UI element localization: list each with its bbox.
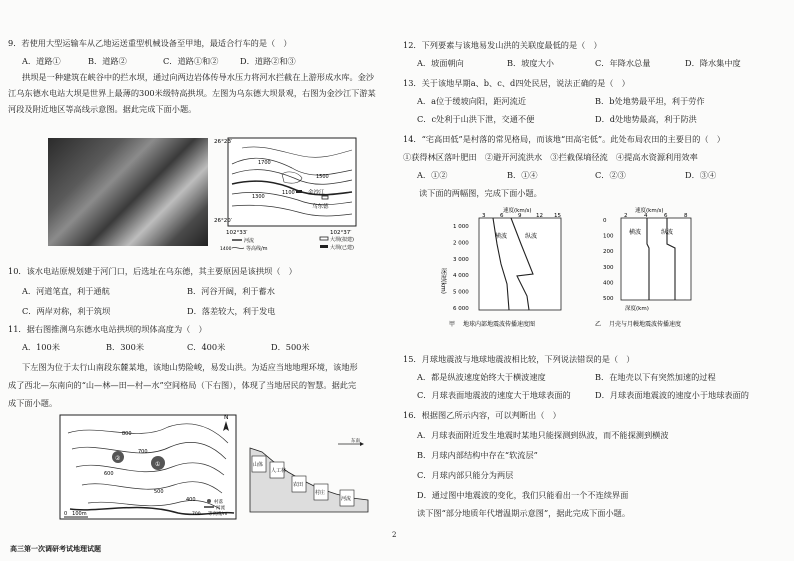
profile-label-river: 河流 xyxy=(341,496,352,502)
closing-instruction: 读下图“部分地质年代增温期示意图”，据此完成下面小题。 xyxy=(417,508,631,518)
passage1-line1: 拱坝是一种建筑在峡谷中的拦水坝，通过向两边岩体传导水压力将河水拦截在上游形成水库。金沙 xyxy=(22,72,375,82)
chart-b-x-tick: 2 xyxy=(624,213,628,219)
q14-option-d: D．③④ xyxy=(685,170,717,180)
chart-a-x-tick: 15 xyxy=(554,213,561,219)
q10-option-d: D．落差较大，利于发电 xyxy=(187,306,276,316)
map1-lon-left: 102°33′ xyxy=(226,230,248,236)
map1-contour-label: 1700 xyxy=(258,160,271,166)
chart-b-y-tick: 500 xyxy=(603,296,614,302)
q12-option-c: C．年降水总量 xyxy=(595,58,651,68)
chart-a-x-tick: 3 xyxy=(482,213,486,219)
chart-b-axis-title: 速度(km/s) xyxy=(635,208,664,214)
left-column xyxy=(0,0,395,561)
map2-contour-label: 400 xyxy=(186,497,196,503)
q12-option-a: A．坡面朝向 xyxy=(417,58,464,68)
question-12-stem: 12．下列要素与该地易发山洪的关联度最低的是（ ） xyxy=(403,40,602,50)
map2-contour-label: 600 xyxy=(104,471,114,477)
q10-option-c: C．两岸对称，利于筑坝 xyxy=(22,306,111,316)
map1-contour-label: 1300 xyxy=(252,194,265,200)
q11-option-a: A．100米 xyxy=(22,342,60,352)
chart-a-y-tick: 1 000 xyxy=(453,224,469,230)
chart-b-x-tick: 4 xyxy=(644,213,648,219)
chart-a-y-tick: 3 000 xyxy=(453,256,469,263)
passage2-line3: 成下面小题。 xyxy=(8,398,58,408)
q10-option-a: A．河道笔直，利于通航 xyxy=(22,286,110,296)
q13-option-b: B．b处地势最平坦，利于劳作 xyxy=(595,96,705,106)
chart-a-x-tick: 6 xyxy=(500,213,504,219)
chart-a-depth-label: 深度(km) xyxy=(439,268,447,295)
question-9-stem: 9．若使用大型运输车从乙地运送重型机械设备至甲地，最适合行车的是（ ） xyxy=(8,38,292,48)
q14-option-b: B．①④ xyxy=(507,170,538,180)
chart-a-y-tick: 4 000 xyxy=(453,273,469,280)
chart-a-x-tick: 9 xyxy=(518,213,522,219)
q14-option-c: C．②③ xyxy=(595,170,626,180)
q12-option-b: B．坡度大小 xyxy=(507,58,554,68)
map1-legend-dam-planned: 大坝(拟建) xyxy=(330,237,354,243)
chart-b-y-tick: 0 xyxy=(603,218,607,224)
q12-option-d: D．降水集中度 xyxy=(685,58,741,68)
question-15-stem: 15．月球地震波与地球地震波相比较，下列说法错误的是（ ） xyxy=(403,354,635,364)
passage1-line2: 江乌东德水电站大坝是世界上最薄的300米级特高拱坝。左图为乌东德大坝景观，右图为金沙江下游某 xyxy=(8,88,376,98)
chart-b-depth-label: 深度(km) xyxy=(625,306,649,312)
chart-b-y-tick: 200 xyxy=(603,249,614,256)
q13-option-c: C．c处利于山洪下泄，交通不便 xyxy=(417,114,535,124)
map2-village: ② xyxy=(115,455,121,462)
question-16-stem: 16．根据图乙所示内容，可以判断出（ ） xyxy=(403,410,561,420)
q9-option-a: A．道路① xyxy=(22,56,61,66)
chart-a-y-tick: 6 000 xyxy=(453,306,469,312)
q15-option-d: D．月球表面地震波的速度小于地球表面的 xyxy=(595,390,749,400)
map1-legend-contour: 等高线/m xyxy=(246,246,268,252)
map1-dam-label: 乌东德 xyxy=(312,204,329,210)
earth-seismic-chart xyxy=(441,204,581,334)
map1-legend-river: 河流 xyxy=(244,238,255,244)
question-10-stem: 10．该水电站原规划建于河门口，后选址在乌东德，其主要原因是该拱坝（ ） xyxy=(8,266,297,276)
map1-river-label: 金沙江 xyxy=(308,190,325,196)
q10-option-b: B．河谷开阔，利于蓄水 xyxy=(187,286,275,296)
exam-footer: 高三第一次调研考试地理试题 xyxy=(10,544,101,553)
dam-photo xyxy=(48,138,208,246)
chart-intro: 读下面的两幅图，完成下面小题。 xyxy=(419,188,542,198)
q9-option-b: B．道路② xyxy=(88,56,127,66)
q15-option-a: A．都是纵波速度始终大于横波速度 xyxy=(417,372,546,382)
map2-contour-label: 700 xyxy=(138,449,148,455)
passage2-line1: 下左图为位于太行山南段东麓某地，该地山势险峻，易发山洪。为适应当地地理环境，该地形 xyxy=(22,362,358,372)
chart-b-y-tick: 400 xyxy=(603,280,614,287)
passage1-line3: 河段及附近地区等高线示意图。据此完成下面小题。 xyxy=(8,104,197,114)
profile-direction: 东南 xyxy=(351,439,360,444)
map2-legend-village: 村落 xyxy=(214,500,223,505)
right-column xyxy=(395,0,794,561)
moon-seismic-chart xyxy=(591,204,721,334)
q16-option-d: D．通过图中地震波的变化，我们只能看出一个不连续界面 xyxy=(417,490,629,500)
map1-lon-right: 102°37′ xyxy=(330,230,352,236)
question-11-stem: 11．据右图推测乌东德水电站拱坝的坝体高度为（ ） xyxy=(8,324,207,334)
profile-label-forest: 人工林 xyxy=(271,468,287,474)
profile-label-farmland: 农田 xyxy=(293,482,304,488)
q11-option-d: D．500米 xyxy=(271,342,310,352)
chart-a-p-wave-label: 纵波 xyxy=(525,233,538,240)
chart-a-s-wave-label: 横波 xyxy=(495,233,508,240)
q16-option-a: A．月球表面附近发生地震时某地只能探测到纵波，而不能探测到横波 xyxy=(417,430,669,440)
map2-legend-value: 700 xyxy=(192,512,201,517)
q14-items: ①获得林区落叶肥田 ②避开河流洪水 ③拦截保墒径流 ④提高水资源利用效率 xyxy=(403,152,698,162)
chart-a-axis-title: 速度(km/s) xyxy=(503,208,532,214)
q13-option-a: A．a位于缓坡向阳，距河流近 xyxy=(417,96,527,106)
map1-lat-top: 26°23′ xyxy=(214,139,233,145)
q16-option-c: C．月球内部只能分为两层 xyxy=(417,470,514,480)
chart-b-caption-prefix: 乙 xyxy=(595,321,602,328)
map1-lat-bottom: 26°20′ xyxy=(214,218,232,224)
chart-a-y-tick: 5 000 xyxy=(453,289,469,296)
question-13-stem: 13．关于该地早期a、b、c、d四处民居，说法正确的是（ ） xyxy=(403,78,630,88)
map2-legend-contour: 等高线/m xyxy=(208,512,228,517)
map2-village: ① xyxy=(155,461,161,468)
mountain-contour-map xyxy=(58,413,240,523)
chart-b-x-tick: 8 xyxy=(684,213,688,219)
q15-option-c: C．月球表面地震波的速度大于地球表面的 xyxy=(417,390,571,400)
profile-label-village: 村庄 xyxy=(315,490,326,496)
chart-a-x-tick: 12 xyxy=(536,213,543,219)
map1-legend-dam-built: 大坝(已建) xyxy=(330,245,354,251)
map2-north-label: N xyxy=(224,414,229,421)
map2-contour-label: 800 xyxy=(122,431,132,437)
question-14-stem: 14．“宅高田低”是村落的常见格局，而该地“田高宅低”。此处布局农田的主要目的（ ） xyxy=(403,134,725,144)
chart-b-y-tick: 300 xyxy=(603,264,614,271)
q13-option-d: D．d处地势最高，利于防洪 xyxy=(595,114,697,124)
passage2-line2: 成了西北—东南向的“山—林—田—村—水”空间格局（下右图），体现了当地居民的智慧。据此完 xyxy=(8,380,357,390)
map1-legend-contour-value: 1400 xyxy=(220,247,232,252)
chart-b-s-wave-label: 横波 xyxy=(629,229,642,236)
map1-contour-label: 1100 xyxy=(282,190,295,196)
terrain-profile xyxy=(248,438,372,514)
q11-option-b: B．300米 xyxy=(106,342,145,352)
q16-option-b: B．月球内部结构中存在“软流层” xyxy=(417,450,538,460)
q11-option-c: C．400米 xyxy=(187,342,226,352)
chart-a-caption: 地球内部地震波传播速度图 xyxy=(463,321,536,328)
profile-label-mountain: 山体 xyxy=(253,462,264,468)
page-number: 2 xyxy=(392,531,397,539)
q14-option-a: A．①② xyxy=(417,170,448,180)
map2-scale: 0 100m xyxy=(64,511,87,517)
chart-a-caption-prefix: 甲 xyxy=(449,321,456,328)
chart-b-x-tick: 6 xyxy=(664,213,668,219)
chart-b-p-wave-label: 纵波 xyxy=(661,229,674,236)
map2-legend-river: 河流 xyxy=(216,506,225,511)
chart-b-caption: 月壳与月幔地震波传播速度 xyxy=(609,321,682,328)
chart-a-y-tick: 2 000 xyxy=(453,240,469,247)
river-contour-map xyxy=(212,134,374,252)
q15-option-b: B．在地壳以下有突然加速的过程 xyxy=(595,372,716,382)
map1-contour-label: 1500 xyxy=(316,174,329,180)
q9-option-c: C．道路①和② xyxy=(163,56,219,66)
q9-option-d: D．道路②和③ xyxy=(240,56,296,66)
chart-b-y-tick: 100 xyxy=(603,233,614,240)
map2-contour-label: 500 xyxy=(154,489,164,495)
